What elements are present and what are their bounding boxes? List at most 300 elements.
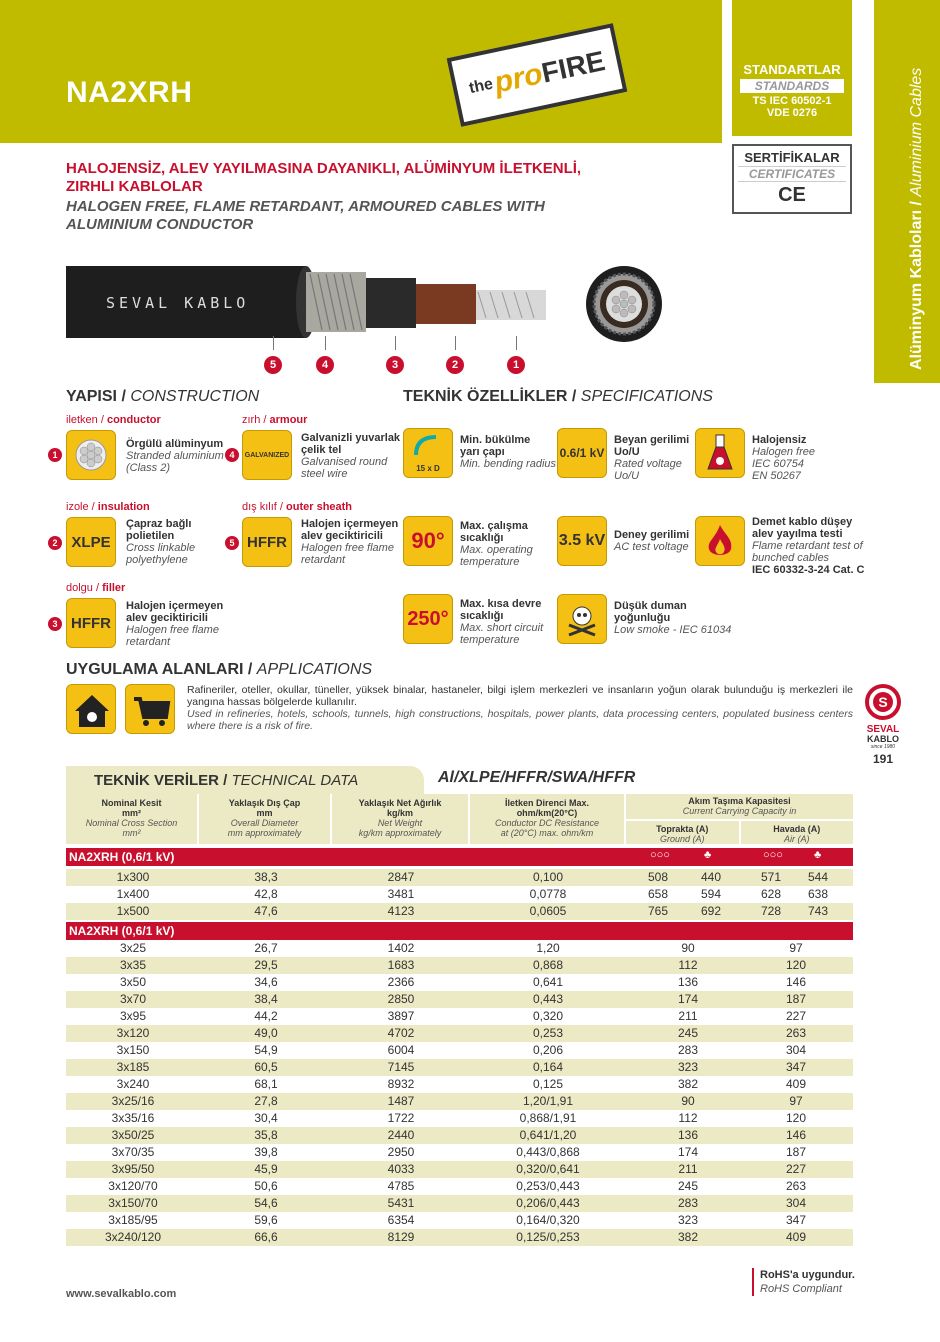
cable-print: SEVAL KABLO bbox=[106, 294, 250, 312]
th-en: kg/km approximately bbox=[358, 828, 442, 838]
spec-tr: Max. kısa devre bbox=[460, 598, 542, 610]
table-cell: 120 bbox=[785, 958, 807, 972]
flask-icon bbox=[705, 433, 735, 473]
table-row bbox=[66, 957, 853, 974]
applications-text-tr: Rafineriler, oteller, okullar, tüneller, yüksek binalar, hastaneler, bilgi işlem merkezleri ve insanların yoğun olarak bulunduğu iş merkezleri ile yangına hassas bölgelerde kullanılır. bbox=[187, 684, 853, 708]
spec-en: AC test voltage bbox=[614, 541, 689, 553]
th-en: Overall Diameter bbox=[230, 818, 299, 828]
house-icon bbox=[67, 685, 117, 735]
callout-badge: 2 bbox=[446, 356, 464, 374]
table-cell: 658 bbox=[647, 887, 669, 901]
col-air bbox=[741, 821, 854, 844]
table-cell: 6354 bbox=[387, 1213, 415, 1227]
spec-tr: Min. bükülme bbox=[460, 434, 531, 446]
table-cell: 323 bbox=[677, 1213, 699, 1227]
headline-en bbox=[66, 198, 545, 234]
th-unit: kg/km bbox=[386, 808, 413, 818]
table-cell: 112 bbox=[678, 1111, 698, 1125]
table-cell: 38,4 bbox=[254, 992, 278, 1006]
table-row bbox=[66, 1025, 853, 1042]
label-en: armour bbox=[269, 414, 308, 426]
table-cell: 0,641/1,20 bbox=[519, 1128, 577, 1142]
table-cell: 90 bbox=[681, 941, 695, 955]
th-en: mm approximately bbox=[227, 828, 302, 838]
th-tr: Havada (A) bbox=[773, 824, 821, 834]
table-cell: 263 bbox=[785, 1026, 807, 1040]
table-cell: 174 bbox=[677, 1145, 699, 1159]
table-cell: 0,206 bbox=[532, 1043, 564, 1057]
table-cell: 2850 bbox=[387, 992, 415, 1006]
label-outer-sheath bbox=[242, 501, 352, 513]
callout-badge: 3 bbox=[386, 356, 404, 374]
table-cell: 0,868/1,91 bbox=[519, 1111, 577, 1125]
construction-heading-tr: YAPISI / bbox=[66, 388, 131, 405]
applications-heading bbox=[66, 661, 372, 679]
spec-en: bunched cables bbox=[752, 552, 830, 564]
table-cell: 2847 bbox=[387, 870, 415, 884]
th-tr: İletken Direnci Max. bbox=[504, 798, 590, 808]
callout-badge: 4 bbox=[316, 356, 334, 374]
callout-line bbox=[516, 336, 517, 350]
brand-name2: KABLO bbox=[867, 734, 899, 744]
table-row bbox=[66, 1212, 853, 1229]
table-cell: 146 bbox=[785, 975, 807, 989]
brand-name: SEVAL bbox=[866, 724, 900, 735]
table-cell: 3x25/16 bbox=[111, 1094, 155, 1108]
technical-data-tab bbox=[66, 766, 424, 794]
text-tr: Çapraz bağlı bbox=[126, 518, 192, 530]
table-cell: 347 bbox=[785, 1213, 807, 1227]
table-cell: 0,253 bbox=[532, 1026, 564, 1040]
tab-tr: TEKNİK VERİLER / bbox=[94, 772, 232, 789]
table-cell: 638 bbox=[807, 887, 829, 901]
th-en: Current Carrying Capacity in bbox=[682, 806, 797, 816]
table-cell: 0,206/0,443 bbox=[516, 1196, 580, 1210]
capacity-subheaders bbox=[626, 819, 853, 844]
table-row bbox=[66, 1161, 853, 1178]
table-cell: 3481 bbox=[387, 887, 415, 901]
label-tr: iletken / bbox=[66, 414, 107, 426]
table-cell: 34,6 bbox=[254, 975, 278, 989]
table-cell: 283 bbox=[677, 1043, 699, 1057]
spec-tr: Beyan gerilimi bbox=[614, 434, 690, 446]
table-cell: 136 bbox=[677, 975, 699, 989]
cable-illustration bbox=[66, 262, 566, 342]
rated-voltage-icon: 0.6/1 kV bbox=[557, 428, 607, 478]
spec-en: Rated voltage bbox=[614, 458, 682, 470]
trefoil-formation-icon: ♣ bbox=[704, 849, 712, 861]
table-cell: 0,641 bbox=[532, 975, 564, 989]
th-tr: Akım Taşıma Kapasitesi bbox=[688, 796, 791, 806]
table-cell: 174 bbox=[677, 992, 699, 1006]
table-cell: 283 bbox=[677, 1196, 699, 1210]
table-header bbox=[66, 794, 853, 844]
table-cell: 97 bbox=[789, 941, 803, 955]
table-cell: 0,164 bbox=[532, 1060, 564, 1074]
table-cell: 59,6 bbox=[254, 1213, 278, 1227]
headline-tr bbox=[66, 160, 581, 196]
label-en: insulation bbox=[97, 501, 150, 513]
table-cell: 0,0605 bbox=[529, 904, 567, 918]
svg-text:S: S bbox=[878, 694, 888, 710]
table-cell: 544 bbox=[807, 870, 829, 884]
armour-text bbox=[301, 432, 400, 480]
spec-tr: Max. çalışma bbox=[460, 520, 528, 532]
strand-icon bbox=[74, 438, 108, 472]
text-tr: çelik tel bbox=[301, 444, 342, 456]
headline-tr-line2: ZIRHLI KABLOLAR bbox=[66, 178, 203, 195]
label-armour bbox=[242, 414, 307, 426]
table-cell: 1402 bbox=[387, 941, 415, 955]
table-cell: 1x300 bbox=[116, 870, 150, 884]
table-cell: 35,8 bbox=[254, 1128, 278, 1142]
certificates-box bbox=[732, 144, 852, 214]
table-cell: 30,4 bbox=[254, 1111, 278, 1125]
table-cell: 6004 bbox=[387, 1043, 415, 1057]
table-cell: 3x150 bbox=[116, 1043, 150, 1057]
logo-the: the bbox=[467, 75, 495, 98]
rohs-en: RoHS Compliant bbox=[760, 1283, 842, 1295]
table-row bbox=[66, 1195, 853, 1212]
table-cell: 29,5 bbox=[254, 958, 278, 972]
text-en: polyethylene bbox=[126, 554, 188, 566]
table-cell: 2366 bbox=[387, 975, 415, 989]
applications-heading-tr: UYGULAMA ALANLARI / bbox=[66, 661, 257, 678]
outer-sheath-text bbox=[301, 518, 398, 566]
text-en: Stranded aluminium bbox=[126, 450, 224, 462]
spec-tr: yarı çapı bbox=[460, 446, 505, 458]
hffr-icon: HFFR bbox=[66, 598, 116, 648]
table-cell: 3x185 bbox=[116, 1060, 150, 1074]
seval-s-icon bbox=[865, 684, 901, 720]
table-row bbox=[66, 1076, 853, 1093]
table-cell: 26,7 bbox=[254, 941, 278, 955]
col-diameter bbox=[199, 794, 332, 844]
table-cell: 45,9 bbox=[254, 1162, 278, 1176]
table-row bbox=[66, 1110, 853, 1127]
spec-en: Halogen free bbox=[752, 446, 815, 458]
th-unit: mm² bbox=[121, 808, 141, 818]
table-cell: 1722 bbox=[387, 1111, 415, 1125]
table-cell: 1487 bbox=[387, 1094, 415, 1108]
th-en: Net Weight bbox=[377, 818, 423, 828]
spec-en: IEC 60332-3-24 Cat. C bbox=[752, 564, 865, 576]
table-cell: 0,100 bbox=[532, 870, 564, 884]
conductor-text bbox=[126, 438, 224, 474]
th-en: Ground (A) bbox=[659, 834, 705, 844]
label-insulation bbox=[66, 501, 150, 513]
label-conductor bbox=[66, 414, 161, 426]
table-cell: 440 bbox=[700, 870, 722, 884]
table-cell: 3x240 bbox=[116, 1077, 150, 1091]
spec-en: Max. operating bbox=[460, 544, 533, 556]
spec-en: Flame retardant test of bbox=[752, 540, 863, 552]
specifications-heading bbox=[403, 388, 713, 406]
text-en: Galvanised round bbox=[301, 456, 388, 468]
spec-tr: Düşük duman bbox=[614, 600, 687, 612]
callout-line bbox=[325, 336, 326, 350]
side-tab-en: Aluminium Cables bbox=[908, 67, 925, 197]
table-cell: 3x120 bbox=[116, 1026, 150, 1040]
table-cell: 42,8 bbox=[254, 887, 278, 901]
cable-code: Al/XLPE/HFFR/SWA/HFFR bbox=[438, 769, 636, 786]
label-tr: zırh / bbox=[242, 414, 270, 426]
table-cell: 211 bbox=[678, 1162, 698, 1176]
fire-icon bbox=[705, 523, 735, 559]
spec-tr: Deney gerilimi bbox=[614, 529, 690, 541]
table-cell: 97 bbox=[789, 1094, 803, 1108]
table-cell: 692 bbox=[700, 904, 722, 918]
spec-text bbox=[752, 434, 815, 482]
table-cell: 382 bbox=[677, 1077, 699, 1091]
product-title: NA2XRH bbox=[66, 76, 193, 109]
specifications-heading-tr: TEKNİK ÖZELLİKLER / bbox=[403, 388, 581, 405]
galvanized-icon: GALVANIZED bbox=[242, 430, 292, 480]
label-en: outer sheath bbox=[286, 501, 353, 513]
short-circuit-temp-icon: 250° bbox=[403, 594, 453, 644]
table-cell: 187 bbox=[785, 1145, 807, 1159]
table-cell: 27,8 bbox=[254, 1094, 278, 1108]
spec-en: EN 50267 bbox=[752, 470, 801, 482]
table-cell: 3897 bbox=[387, 1009, 415, 1023]
table-row bbox=[66, 1127, 853, 1144]
table-cell: 8932 bbox=[387, 1077, 415, 1091]
spec-tr: sıcaklığı bbox=[460, 610, 504, 622]
text-en: steel wire bbox=[301, 468, 348, 480]
table-cell: 211 bbox=[678, 1009, 698, 1023]
table-cell: 227 bbox=[785, 1162, 807, 1176]
table-row bbox=[66, 1144, 853, 1161]
construction-heading bbox=[66, 388, 259, 406]
headline-en-line1: HALOGEN FREE, FLAME RETARDANT, ARMOURED CABLES WITH bbox=[66, 198, 545, 215]
table-cell: 571 bbox=[760, 870, 782, 884]
th-tr: Yaklaşık Net Ağırlık bbox=[358, 798, 442, 808]
skull-icon bbox=[564, 601, 600, 637]
table-cell: 187 bbox=[785, 992, 807, 1006]
label-en: filler bbox=[102, 582, 126, 594]
spec-text bbox=[460, 434, 556, 470]
construction-heading-en: CONSTRUCTION bbox=[130, 388, 260, 405]
table-cell: 0,0778 bbox=[529, 887, 567, 901]
table-cell: 743 bbox=[807, 904, 829, 918]
spec-text bbox=[752, 516, 865, 576]
table-row bbox=[66, 1178, 853, 1195]
text-tr: Halojen içermeyen bbox=[126, 600, 224, 612]
callout-line bbox=[455, 336, 456, 350]
cable-cross-section bbox=[584, 264, 664, 344]
text-en: Halogen free flame bbox=[126, 624, 219, 636]
th-en: Conductor DC Resistance bbox=[494, 818, 600, 828]
spec-en: temperature bbox=[460, 556, 520, 568]
rohs-note bbox=[752, 1268, 855, 1296]
table-cell: 508 bbox=[647, 870, 669, 884]
label-en: conductor bbox=[106, 414, 161, 426]
ce-mark-icon: CE bbox=[778, 184, 806, 206]
table-cell: 54,6 bbox=[254, 1196, 278, 1210]
table-cell: 5431 bbox=[387, 1196, 415, 1210]
table-cell: 0,868 bbox=[532, 958, 564, 972]
table-cell: 66,6 bbox=[254, 1230, 278, 1244]
spec-tr: sıcaklığı bbox=[460, 532, 504, 544]
table-cell: 54,9 bbox=[254, 1043, 278, 1057]
text-tr: alev geciktiricili bbox=[301, 530, 383, 542]
text-en: Cross linkable bbox=[126, 542, 196, 554]
table-row bbox=[66, 903, 853, 920]
col-ground bbox=[626, 821, 741, 844]
icon-text: 15 x D bbox=[416, 464, 440, 473]
spec-text bbox=[460, 598, 543, 646]
headline-tr-line1: HALOJENSİZ, ALEV YAYILMASINA DAYANIKLI, ALÜMİNYUM İLETKENLİ, bbox=[66, 160, 582, 177]
flame-icon bbox=[695, 516, 745, 566]
spec-text bbox=[614, 600, 731, 636]
certificates-title-tr: SERTİFİKALAR bbox=[744, 150, 840, 165]
spec-text bbox=[614, 434, 689, 482]
logo-fire: FIRE bbox=[538, 44, 608, 89]
group-bar-single-core bbox=[66, 848, 853, 866]
table-cell: 1,20 bbox=[536, 941, 560, 955]
standard-item: VDE 0276 bbox=[766, 107, 818, 119]
table-row bbox=[66, 1229, 853, 1246]
text-en: (Class 2) bbox=[126, 462, 171, 474]
th-unit: mm bbox=[256, 808, 273, 818]
spec-en: IEC 60754 bbox=[752, 458, 804, 470]
spec-tr: Demet kablo düşey bbox=[752, 516, 853, 528]
flat-formation-icon: ○○○ bbox=[650, 849, 670, 861]
table-cell: 2440 bbox=[387, 1128, 415, 1142]
applications-text-en: Used in refineries, hotels, schools, tunnels, high constructions, hospitals, power plants, data processing centers, populated business centers where there is a risk of fire. bbox=[187, 708, 853, 732]
item-number: 2 bbox=[48, 536, 62, 550]
table-cell: 1,20/1,91 bbox=[522, 1094, 574, 1108]
th-tr: Toprakta (A) bbox=[656, 824, 709, 834]
headline-en-line2: ALUMINIUM CONDUCTOR bbox=[66, 216, 254, 233]
table-cell: 1x400 bbox=[116, 887, 150, 901]
spec-text bbox=[614, 529, 689, 553]
spec-tr: Halojensiz bbox=[752, 434, 807, 446]
low-smoke-icon bbox=[557, 594, 607, 644]
table-cell: 4785 bbox=[387, 1179, 415, 1193]
table-cell: 1x500 bbox=[116, 904, 150, 918]
spec-tr: yoğunluğu bbox=[614, 612, 671, 624]
th-en: Air (A) bbox=[784, 834, 810, 844]
table-cell: 0,164/0,320 bbox=[516, 1213, 580, 1227]
spec-tr: alev yayılma testi bbox=[752, 528, 843, 540]
bend-arrow-icon bbox=[412, 433, 442, 457]
col-weight bbox=[332, 794, 470, 844]
spec-en: Low smoke - IEC 61034 bbox=[614, 624, 732, 636]
table-cell: 3x95 bbox=[119, 1009, 147, 1023]
standards-title-en: STANDARDS bbox=[740, 79, 844, 93]
table-cell: 3x25 bbox=[119, 941, 147, 955]
hffr-icon: HFFR bbox=[242, 517, 292, 567]
th-en: mm² bbox=[122, 828, 141, 838]
table-row bbox=[66, 886, 853, 903]
table-cell: 0,253/0,443 bbox=[516, 1179, 580, 1193]
table-cell: 382 bbox=[677, 1230, 699, 1244]
table-cell: 50,6 bbox=[254, 1179, 278, 1193]
table-cell: 60,5 bbox=[254, 1060, 278, 1074]
table-cell: 90 bbox=[681, 1094, 695, 1108]
page-number: 191 bbox=[873, 752, 894, 766]
group-bar-multi-core bbox=[66, 922, 853, 940]
spec-tr: Uo/U bbox=[614, 446, 640, 458]
item-number: 1 bbox=[48, 448, 62, 462]
table-cell: 68,1 bbox=[254, 1077, 278, 1091]
table-cell: 2950 bbox=[387, 1145, 415, 1159]
filler-text bbox=[126, 600, 223, 648]
table-cell: 4123 bbox=[387, 904, 415, 918]
table-cell: 263 bbox=[785, 1179, 807, 1193]
table-cell: 120 bbox=[785, 1111, 807, 1125]
table-cell: 1683 bbox=[387, 958, 415, 972]
col-cross-section bbox=[66, 794, 199, 844]
table-cell: 3x150/70 bbox=[108, 1196, 158, 1210]
xlpe-icon: XLPE bbox=[66, 517, 116, 567]
shopping-cart-icon bbox=[125, 684, 175, 734]
bending-radius-icon bbox=[403, 428, 453, 478]
insulation-text bbox=[126, 518, 195, 566]
table-cell: 4702 bbox=[387, 1026, 415, 1040]
table-cell: 49,0 bbox=[254, 1026, 278, 1040]
text-en: retardant bbox=[301, 554, 346, 566]
spec-en: Max. short circuit bbox=[460, 622, 544, 634]
side-tab bbox=[871, 0, 940, 383]
item-number: 4 bbox=[225, 448, 239, 462]
th-en: at (20°C) max. ohm/km bbox=[500, 828, 594, 838]
operating-temp-icon: 90° bbox=[403, 516, 453, 566]
spec-en: Min. bending radius bbox=[460, 458, 557, 470]
spec-en: temperature bbox=[460, 634, 520, 646]
table-cell: 227 bbox=[785, 1009, 807, 1023]
table-cell: 136 bbox=[677, 1128, 699, 1142]
table-cell: 0,320/0,641 bbox=[516, 1162, 580, 1176]
side-tab-label bbox=[908, 68, 926, 370]
table-cell: 594 bbox=[700, 887, 722, 901]
table-cell: 347 bbox=[785, 1060, 807, 1074]
table-row bbox=[66, 1008, 853, 1025]
standards-title-tr: STANDARTLAR bbox=[743, 62, 841, 77]
col-resistance bbox=[470, 794, 626, 844]
table-cell: 3x35 bbox=[119, 958, 147, 972]
website-link[interactable]: www.sevalkablo.com bbox=[66, 1288, 177, 1300]
table-cell: 245 bbox=[677, 1179, 699, 1193]
conductor-icon bbox=[66, 430, 116, 480]
table-cell: 409 bbox=[785, 1230, 807, 1244]
table-row bbox=[66, 974, 853, 991]
text-tr: Galvanizli yuvarlak bbox=[301, 432, 401, 444]
table-cell: 44,2 bbox=[254, 1009, 278, 1023]
seval-kablo-logo bbox=[858, 684, 908, 759]
table-cell: 628 bbox=[760, 887, 782, 901]
callout-line bbox=[273, 336, 274, 350]
applications-heading-en: APPLICATIONS bbox=[256, 661, 373, 678]
table-cell: 3x95/50 bbox=[111, 1162, 155, 1176]
th-en: Nominal Cross Section bbox=[85, 818, 178, 828]
table-row bbox=[66, 1093, 853, 1110]
table-cell: 146 bbox=[785, 1128, 807, 1142]
table-cell: 3x35/16 bbox=[111, 1111, 155, 1125]
label-filler bbox=[66, 582, 125, 594]
group-title: NA2XRH (0,6/1 kV) bbox=[69, 850, 175, 864]
table-cell: 47,6 bbox=[254, 904, 278, 918]
table-cell: 304 bbox=[785, 1043, 807, 1057]
label-tr: dış kılıf / bbox=[242, 501, 287, 513]
table-cell: 3x240/120 bbox=[104, 1230, 162, 1244]
spec-text bbox=[460, 520, 533, 568]
applications-text bbox=[187, 684, 853, 732]
flat-formation-icon: ○○○ bbox=[763, 849, 783, 861]
label-tr: izole / bbox=[66, 501, 98, 513]
cart-icon bbox=[126, 685, 176, 735]
